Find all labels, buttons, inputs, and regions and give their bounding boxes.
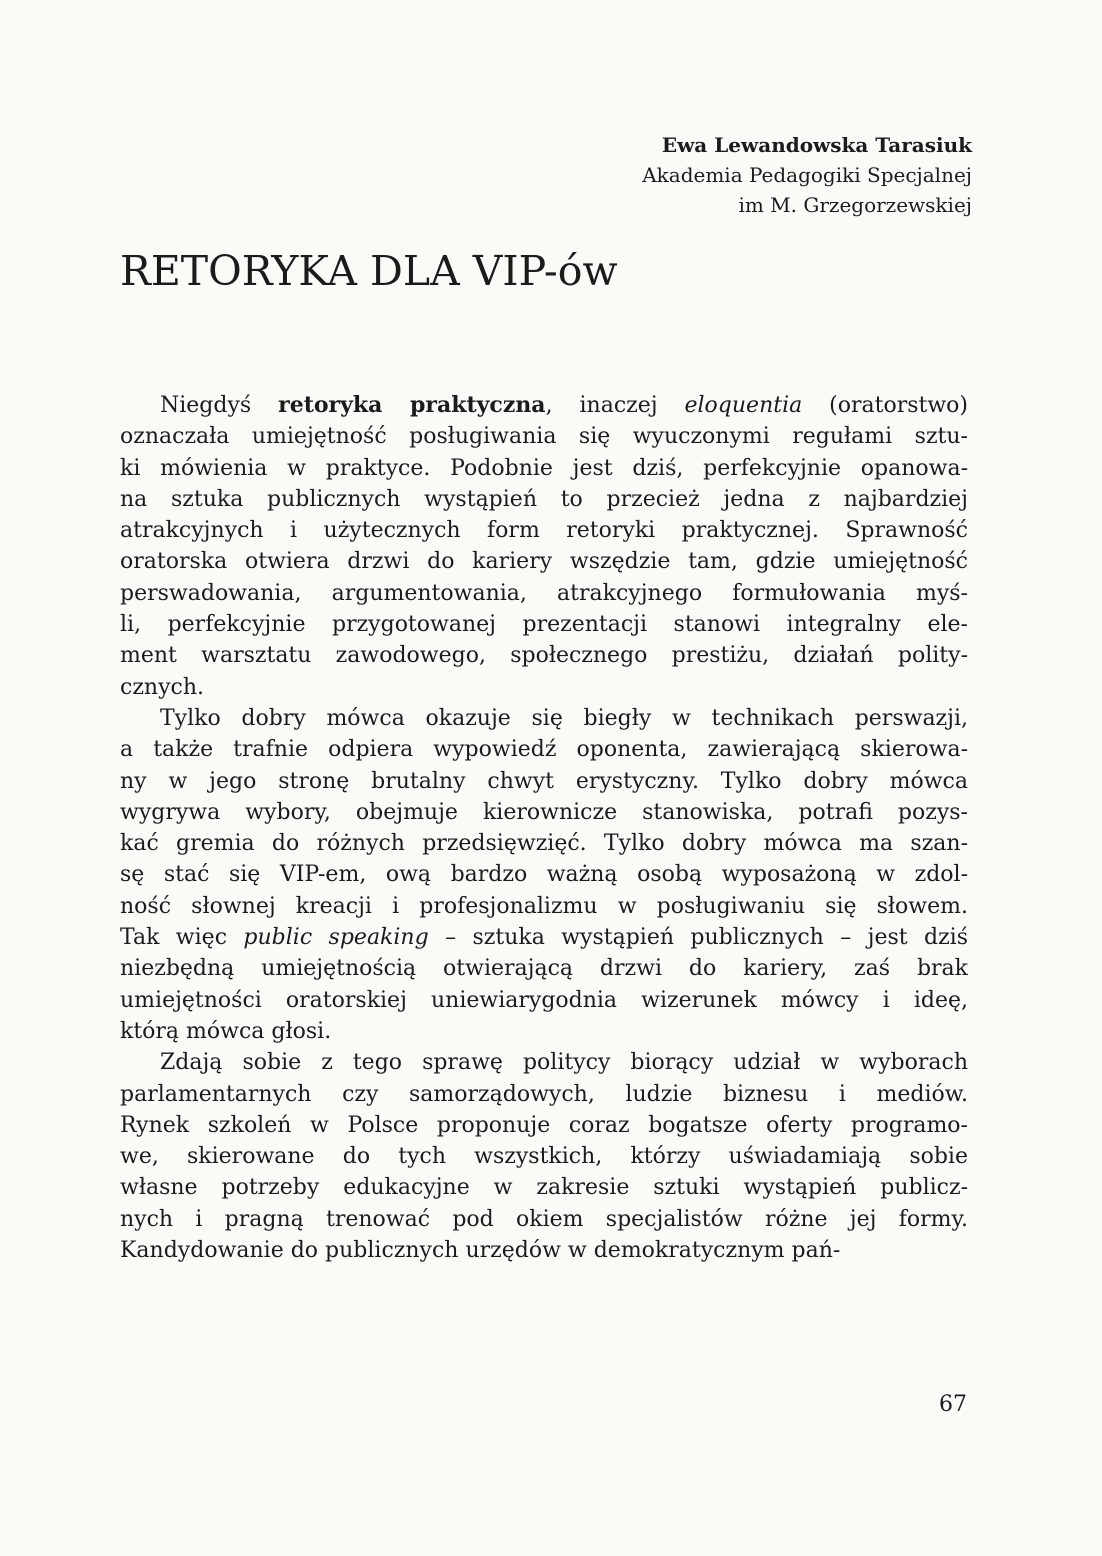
text-run: perswadowania, argumentowania, atrakcyjnego formułowania myś-	[120, 580, 968, 606]
text-line	[120, 640, 968, 671]
text-run: Tylko dobry mówca okazuje się biegły w technikach perswazji,	[160, 705, 968, 731]
text-run: Tak więc	[120, 925, 244, 951]
text-run: li, perfekcyjnie przygotowanej prezentacji stanowi integralny ele-	[120, 612, 968, 638]
text-line	[120, 672, 968, 703]
text-run: na sztuka publicznych wystąpień to przecież jedna z najbardziej	[120, 486, 968, 512]
text-line	[120, 1016, 968, 1047]
chapter-title: RETORYKA DLA VIP-ów	[120, 247, 618, 295]
text-run: kać gremia do różnych przedsięwzięć. Tylko dobry mówca ma szan-	[120, 831, 968, 857]
text-line	[120, 578, 968, 609]
text-run: atrakcyjnych i użytecznych form retoryki praktycznej. Sprawność	[120, 518, 968, 544]
text-line	[120, 922, 968, 953]
text-run: umiejętności oratorskiej uniewiarygodnia wizerunek mówcy i ideę,	[120, 987, 968, 1013]
text-run: wygrywa wybory, obejmuje kierownicze stanowiska, potrafi pozys-	[120, 799, 968, 825]
text-run: ki mówienia w praktyce. Podobnie jest dziś, perfekcyjnie opanowa-	[120, 455, 968, 481]
paragraph	[120, 703, 968, 1047]
text-run: oznaczała umiejętność posługiwania się wyuczonymi regułami sztu-	[120, 424, 968, 450]
text-line	[120, 859, 968, 890]
text-run: ment warsztatu zawodowego, społecznego prestiżu, działań polity-	[120, 643, 968, 669]
text-line	[120, 1172, 968, 1203]
affiliation-line-1: Akademia Pedagogiki Specjalnej	[642, 163, 972, 187]
italic-term: eloquentia	[684, 393, 803, 418]
italic-term: public speaking	[243, 925, 429, 951]
text-line	[120, 891, 968, 922]
text-line	[120, 1141, 968, 1172]
page-number: 67	[939, 1392, 967, 1417]
text-run: ność słownej kreacji i profesjonalizmu w posługiwaniu się słowem.	[120, 893, 968, 919]
text-line	[120, 1204, 968, 1235]
text-run: Zdają sobie z tego sprawę politycy biorący udział w wyborach	[160, 1050, 968, 1076]
text-line	[120, 1047, 968, 1078]
text-line	[120, 985, 968, 1016]
bold-term: retoryka praktyczna	[278, 392, 546, 418]
text-run: we, skierowane do tych wszystkich, którzy uświadamiają sobie	[120, 1144, 968, 1170]
paragraph	[120, 390, 968, 703]
paragraph	[120, 1047, 968, 1266]
text-line	[120, 828, 968, 859]
text-line	[120, 421, 968, 452]
text-run: nych i pragną trenować pod okiem specjalistów różne jej formy.	[120, 1206, 968, 1232]
text-run: którą mówca głosi.	[120, 1018, 332, 1044]
affiliation-line-2: im M. Grzegorzewskiej	[738, 193, 972, 217]
text-run: a także trafnie odpiera wypowiedź oponenta, zawierającą skierowa-	[120, 737, 968, 763]
text-line	[120, 515, 968, 546]
text-line	[120, 797, 968, 828]
text-line	[120, 390, 968, 421]
text-run: – sztuka wystąpień publicznych – jest dziś	[428, 925, 969, 951]
text-line	[120, 609, 968, 640]
text-run: (oratorstwo)	[802, 393, 969, 418]
text-line	[120, 1235, 968, 1266]
text-line	[120, 1110, 968, 1141]
text-line	[120, 703, 968, 734]
author-block	[642, 130, 972, 220]
text-run: , inaczej	[545, 393, 685, 418]
text-run: Niegdyś	[160, 393, 279, 418]
text-run: sę stać się VIP-em, ową bardzo ważną osobą wyposażoną w zdol-	[120, 862, 968, 888]
body-text	[120, 390, 968, 1266]
text-line	[120, 766, 968, 797]
text-run: cznych.	[120, 674, 204, 700]
text-line	[120, 953, 968, 984]
text-line	[120, 1079, 968, 1110]
text-run: własne potrzeby edukacyjne w zakresie sztuki wystąpień publicz-	[120, 1175, 968, 1201]
text-run: parlamentarnych czy samorządowych, ludzie biznesu i mediów.	[120, 1081, 968, 1107]
text-line	[120, 546, 968, 577]
text-run: Kandydowanie do publicznych urzędów w demokratycznym pań-	[120, 1238, 841, 1264]
text-line	[120, 453, 968, 484]
text-run: niezbędną umiejętnością otwierającą drzwi do kariery, zaś brak	[120, 956, 968, 982]
text-line	[120, 484, 968, 515]
text-line	[120, 734, 968, 765]
text-run: ny w jego stronę brutalny chwyt erystyczny. Tylko dobry mówca	[120, 768, 968, 794]
author-name: Ewa Lewandowska Tarasiuk	[661, 133, 972, 157]
text-run: oratorska otwiera drzwi do kariery wszędzie tam, gdzie umiejętność	[120, 549, 968, 575]
text-run: Rynek szkoleń w Polsce proponuje coraz bogatsze oferty programo-	[120, 1112, 968, 1138]
